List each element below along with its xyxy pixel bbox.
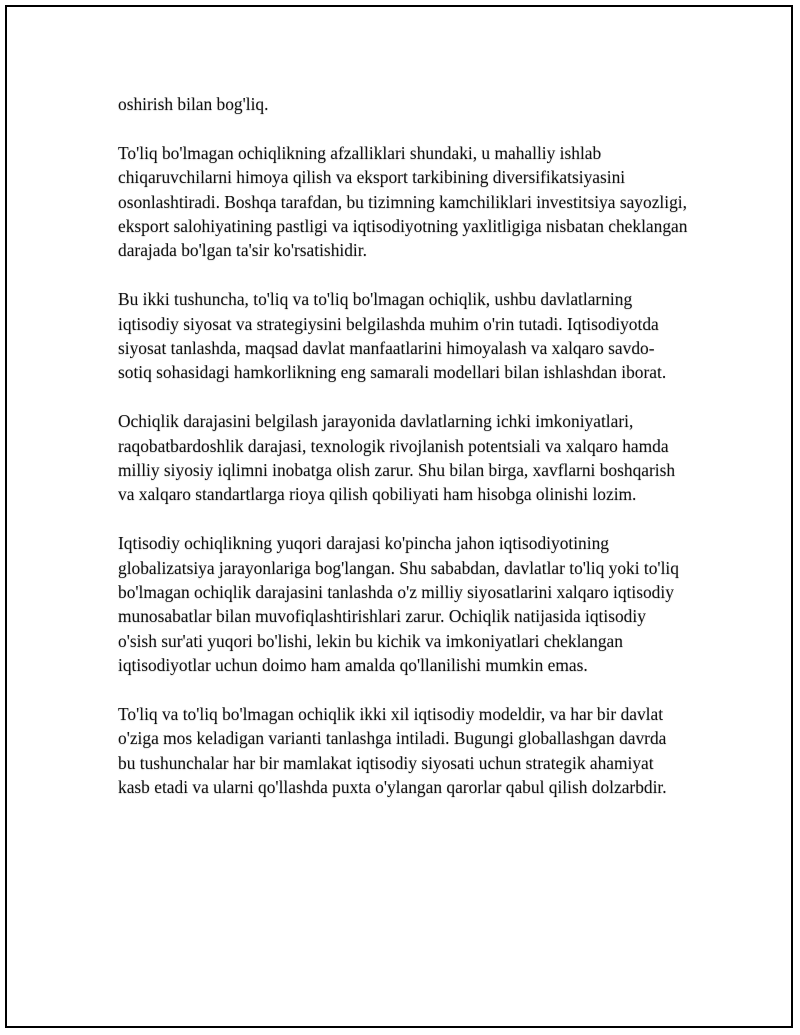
paragraph: To'liq va to'liq bo'lmagan ochiqlik ikki xil iqtisodiy modeldir, va har bir davlat o'ziga mos keladigan varianti tanlashga intiladi. Bugungi globallashgan davrda bu tushunchalar har bir mamlakat iqtisodiy siyosati uchun strategik ahamiyat kasb etadi va ularni qo'llashda puxta o'ylangan qarorlar qabul qilish dolzarbdir. bbox=[118, 704, 667, 798]
paragraph: Bu ikki tushuncha, to'liq va to'liq bo'lmagan ochiqlik, ushbu davlatlarning iqtisodiy siyosat va strategiysini belgilashda muhim o'rin tutadi. Iqtisodiyotda siyosat tanlashda, maqsad davlat manfaatlarini himoyalash va xalqaro savdo-sotiq sohasidagi hamkorlikning eng samarali modellari bilan ishlashdan iborat. bbox=[118, 289, 667, 383]
paragraph: oshirish bilan bog'liq. bbox=[118, 94, 269, 114]
document-body bbox=[118, 92, 688, 800]
paragraph: Ochiqlik darajasini belgilash jarayonida davlatlarning ichki imkoniyatlari, raqobatbardoshlik darajasi, texnologik rivojlanish potentsiali va xalqaro hamda milliy siyosiy iqlimni inobatga olish zarur. Shu bilan birga, xavflarni boshqarish va xalqaro standartlarga rioya qilish qobiliyati ham hisobga olinishi lozim. bbox=[118, 411, 676, 505]
paragraph: Iqtisodiy ochiqlikning yuqori darajasi ko'pincha jahon iqtisodiyotining globalizatsiya jarayonlariga bog'langan. Shu sababdan, davlatlar to'liq yoki to'liq bo'lmagan ochiqlik darajasini tanlashda o'z milliy siyosatlarini xalqaro iqtisodiy munosabatlar bilan muvofiqlashtirishlari zarur. Ochiqlik natijasida iqtisodiy o'sish sur'ati yuqori bo'lishi, lekin bu kichik va imkoniyatlari cheklangan iqtisodiyotlar uchun doimo ham amalda qo'llanilishi mumkin emas. bbox=[118, 533, 679, 676]
paragraph: To'liq bo'lmagan ochiqlikning afzalliklari shundaki, u mahalliy ishlab chiqaruvchilarni himoya qilish va eksport tarkibining diversifikatsiyasini osonlashtiradi. Boshqa tarafdan, bu tizimning kamchiliklari investitsiya sayozligi, eksport salohiyatining pastligi va iqtisodiyotning yaxlitligiga nisbatan cheklangan darajada bo'lgan ta'sir ko'rsatishidir. bbox=[118, 142, 688, 261]
